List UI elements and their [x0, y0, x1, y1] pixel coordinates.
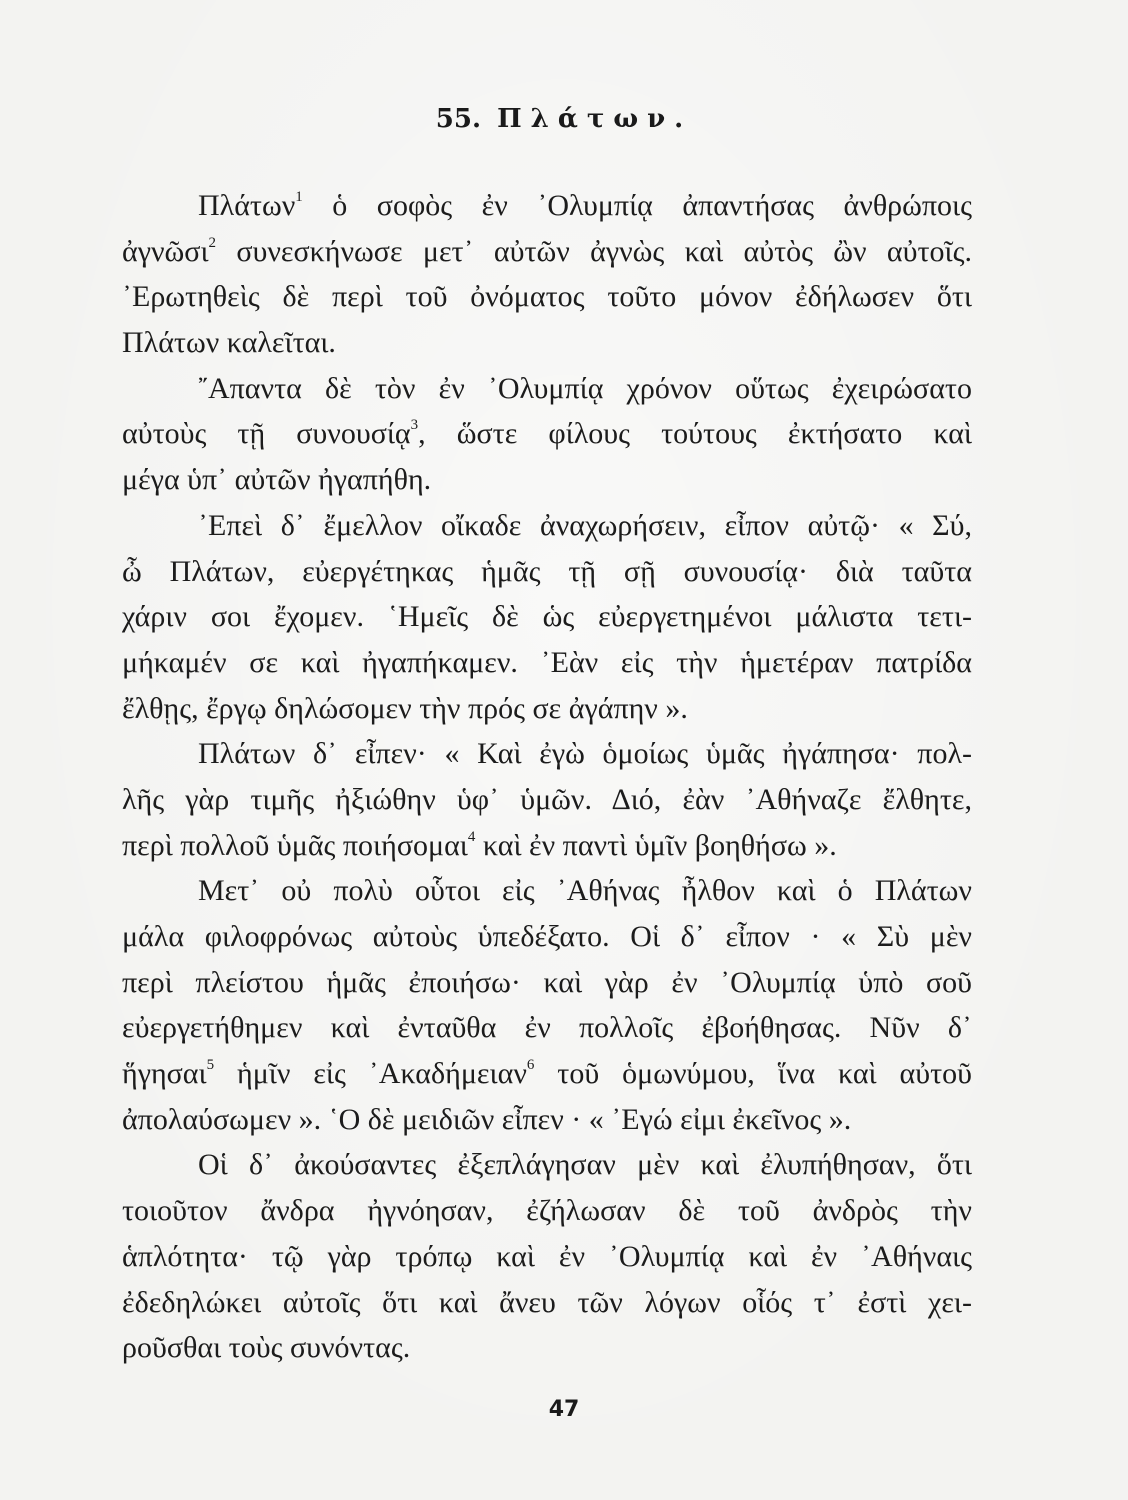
chapter-number: 55. [435, 104, 482, 134]
text-segment: ᾿Επεὶ δ᾿ ἔμελλον οἴκαδε ἀναχωρήσειν, εἶπον αὐτῷ· « Σύ, [198, 508, 972, 542]
text-segment: τοιοῦτον ἄνδρα ἠγνόησαν, ἐζήλωσαν δὲ τοῦ ἀνδρὸς τὴν [122, 1194, 972, 1228]
text-segment: ὁ σοφὸς ἐν ᾿Ολυμπίᾳ ἀπαντήσας ἀνθρώποις [302, 189, 972, 222]
text-line [122, 1051, 972, 1097]
body-text [122, 183, 972, 1371]
text-segment: ροῦσθαι τοὺς συνόντας. [122, 1331, 411, 1365]
text-segment: ἐδεδηλώκει αὐτοῖς ὅτι καὶ ἄνευ τῶν λόγων οἷός τ᾿ ἐστὶ χει- [122, 1285, 972, 1319]
text-line [122, 320, 972, 366]
text-segment: Πλάτων καλεῖται. [122, 326, 336, 360]
footnote-marker: 1 [295, 189, 303, 205]
text-line [122, 594, 972, 640]
text-segment: περὶ πολλοῦ ὑμᾶς ποιήσομαι [122, 828, 468, 862]
text-line [122, 1097, 972, 1143]
footnote-marker: 3 [410, 417, 419, 434]
text-segment: ᾿Ερωτηθεὶς δὲ περὶ τοῦ ὀνόματος τοῦτο μόνον ἐδήλωσεν ὅτι [122, 280, 972, 314]
text-segment: ἀγνῶσι [122, 234, 209, 268]
text-line [122, 183, 972, 229]
text-line [122, 1142, 972, 1188]
text-line [122, 823, 972, 869]
text-segment: Οἱ δ᾿ ἀκούσαντες ἐξεπλάγησαν μὲν καὶ ἐλυπήθησαν, ὅτι [198, 1148, 972, 1182]
text-segment: συνεσκήνωσε μετ᾿ αὐτῶν ἀγνὼς καὶ αὐτὸς ὢν αὐτοῖς. [216, 234, 972, 268]
text-line [122, 868, 972, 914]
text-segment: Πλάτων δ᾿ εἶπεν· « Καὶ ἐγὼ ὁμοίως ὑμᾶς ἠγάπησα· πολ- [198, 737, 972, 771]
footnote-marker: 2 [208, 234, 217, 251]
text-segment: μέγα ὑπ᾿ αὐτῶν ἠγαπήθη. [122, 463, 432, 497]
text-line [122, 960, 972, 1006]
text-segment: λῆς γὰρ τιμῆς ἠξιώθην ὑφ᾿ ὑμῶν. Διό, ἐὰν ᾿Αθήναζε ἔλθητε, [122, 782, 972, 816]
text-line [122, 731, 972, 777]
text-line [122, 503, 972, 549]
footnote-marker: 5 [206, 1057, 215, 1074]
text-segment: ἀπολαύσωμεν ». ῾Ο δὲ μειδιῶν εἶπεν · « ᾿Εγώ εἰμι ἐκεῖνος ». [122, 1102, 852, 1136]
page-number: 47 [548, 1397, 580, 1422]
text-segment: χάριν σοι ἔχομεν. ῾Ημεῖς δὲ ὡς εὐεργετημένοι μάλιστα τετι- [122, 600, 972, 634]
text-segment: ἔλθῃς, ἔργῳ δηλώσομεν τὴν πρός σε ἀγάπην ». [122, 691, 688, 725]
text-line [122, 1005, 972, 1051]
text-line [122, 686, 972, 732]
text-line [122, 777, 972, 823]
text-segment: περὶ πλείστου ἡμᾶς ἐποιήσω· καὶ γὰρ ἐν ᾿Ολυμπίᾳ ὑπὸ σοῦ [122, 965, 972, 999]
text-segment: μήκαμέν σε καὶ ἠγαπήκαμεν. ᾿Εὰν εἰς τὴν ἡμετέραν πατρίδα [122, 645, 972, 679]
text-line [122, 914, 972, 960]
text-line [122, 640, 972, 686]
text-line [122, 1325, 972, 1371]
text-segment: καὶ ἐν παντὶ ὑμῖν βοηθήσω ». [475, 828, 837, 862]
text-segment: ὦ Πλάτων, εὐεργέτηκας ἡμᾶς τῇ σῇ συνουσίᾳ· διὰ ταῦτα [122, 554, 972, 588]
text-line [122, 457, 972, 503]
text-segment: Πλάτων [198, 189, 296, 222]
chapter-heading [0, 104, 1128, 134]
text-segment: Μετ᾿ οὐ πολὺ οὗτοι εἰς ᾿Αθήνας ἦλθον καὶ ὁ Πλάτων [198, 874, 972, 908]
text-segment: τοῦ ὁμωνύμου, ἵνα καὶ αὐτοῦ [534, 1057, 973, 1091]
text-line [122, 1188, 972, 1234]
text-line [122, 549, 972, 595]
text-segment: ἁπλότητα· τῷ γὰρ τρόπῳ καὶ ἐν ᾿Ολυμπίᾳ καὶ ἐν ᾿Αθήναις [122, 1239, 972, 1273]
text-line [122, 411, 972, 457]
text-line [122, 1234, 972, 1280]
text-line [122, 229, 972, 275]
text-line [122, 274, 972, 320]
text-segment: ἡμῖν εἰς ᾿Ακαδήμειαν [214, 1057, 527, 1091]
footnote-marker: 6 [526, 1057, 535, 1074]
chapter-title: Πλάτων. [497, 104, 693, 134]
text-line [122, 1280, 972, 1326]
text-segment: εὐεργετήθημεν καὶ ἐνταῦθα ἐν πολλοῖς ἐβοήθησας. Νῦν δ᾿ [122, 1011, 972, 1045]
text-line [122, 366, 972, 412]
footnote-marker: 4 [467, 828, 476, 845]
text-segment: ῎Απαντα δὲ τὸν ἐν ᾿Ολυμπίᾳ χρόνον οὕτως ἐχειρώσατο [198, 371, 972, 405]
text-segment: ἥγησαι [122, 1057, 207, 1091]
text-segment: μάλα φιλοφρόνως αὐτοὺς ὑπεδέξατο. Οἱ δ᾿ εἶπον · « Σὺ μὲν [122, 920, 972, 953]
text-segment: , ὥστε φίλους τούτους ἐκτήσατο καὶ [418, 417, 972, 451]
text-segment: αὐτοὺς τῇ συνουσίᾳ [122, 417, 411, 451]
